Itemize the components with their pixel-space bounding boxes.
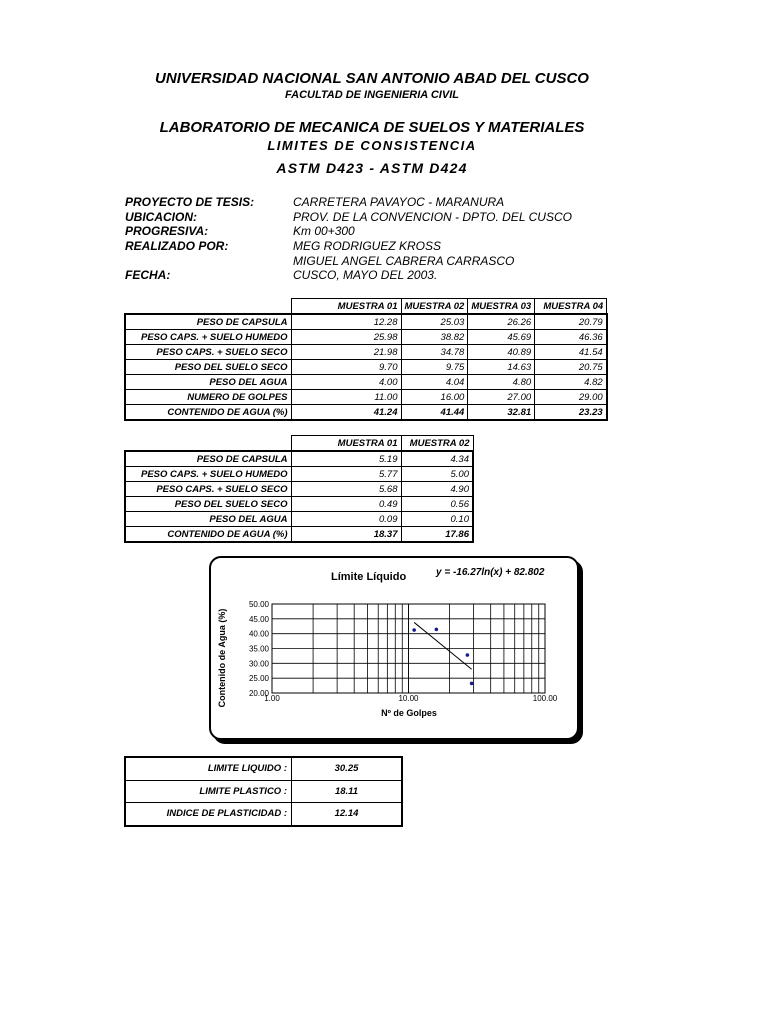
result-row <box>125 757 402 780</box>
data-point <box>412 628 416 632</box>
row-label: PESO DEL AGUA <box>125 512 291 527</box>
chart-points <box>412 628 473 686</box>
table-cell: 4.04 <box>401 375 468 390</box>
table-cell: 16.00 <box>401 390 468 405</box>
university-title: UNIVERSIDAD NACIONAL SAN ANTONIO ABAD DEL CUSCO <box>155 70 589 87</box>
x-tick-label: 10.00 <box>398 694 419 703</box>
y-tick-label: 20.00 <box>248 689 269 698</box>
table-row <box>125 451 473 467</box>
y-tick-label: 25.00 <box>248 674 269 684</box>
results-table <box>124 756 403 827</box>
table-cell: 4.80 <box>468 375 535 390</box>
row-label: CONTENIDO DE AGUA (%) <box>125 527 291 543</box>
row-label: PESO DE CAPSULA <box>125 314 291 330</box>
column-header: MUESTRA 03 <box>468 299 535 315</box>
table-cell: 25.03 <box>401 314 468 330</box>
chart-svg <box>211 558 577 738</box>
lab-title: LABORATORIO DE MECANICA DE SUELOS Y MATERIALES <box>159 119 585 136</box>
result-label: INDICE DE PLASTICIDAD : <box>125 803 292 826</box>
info-label: PROGRESIVA: <box>125 224 209 239</box>
table-cell: 45.69 <box>468 330 535 345</box>
result-row <box>125 803 402 826</box>
table-cell: 26.26 <box>468 314 535 330</box>
table-cell: 41.24 <box>291 405 401 421</box>
test-title: LIMITES DE CONSISTENCIA <box>267 138 477 153</box>
info-value: PROV. DE LA CONVENCION - DPTO. DEL CUSCO <box>293 209 572 224</box>
table-header-row <box>125 299 607 315</box>
table-row <box>125 467 473 482</box>
table-cell: 0.10 <box>401 512 473 527</box>
faculty-title: FACULTAD DE INGENIERIA CIVIL <box>285 89 459 101</box>
y-tick-label: 30.00 <box>248 659 269 669</box>
x-tick-label: 1.00 <box>264 694 280 703</box>
data-point <box>470 682 474 686</box>
table-row <box>125 330 607 345</box>
table-cell: 32.81 <box>468 405 535 421</box>
table-cell: 0.49 <box>291 497 401 512</box>
info-label: REALIZADO POR: <box>125 239 229 254</box>
table-row <box>125 497 473 512</box>
trendline-equation: y = -16.27ln(x) + 82.802 <box>436 567 545 578</box>
chart-tick-labels <box>249 600 558 703</box>
table-cell: 18.37 <box>291 527 401 543</box>
table-cell: 38.82 <box>401 330 468 345</box>
table-row <box>125 512 473 527</box>
table-cell: 21.98 <box>291 345 401 360</box>
plastic-limit-table <box>124 435 474 543</box>
table-cell: 17.86 <box>401 527 473 543</box>
info-label: FECHA: <box>125 268 171 283</box>
chart-title: Límite Líquido <box>331 571 407 583</box>
column-header: MUESTRA 04 <box>535 299 607 315</box>
table-cell: 5.19 <box>291 451 401 467</box>
row-label: PESO DEL AGUA <box>125 375 291 390</box>
table-row <box>125 360 607 375</box>
column-header: MUESTRA 01 <box>291 436 401 452</box>
table-cell: 4.00 <box>291 375 401 390</box>
table-cell: 41.44 <box>401 405 468 421</box>
info-value: CARRETERA PAVAYOC - MARANURA <box>293 195 505 209</box>
column-header: MUESTRA 01 <box>291 299 401 315</box>
row-label: PESO CAPS. + SUELO HUMEDO <box>125 467 291 482</box>
table-cell: 20.79 <box>535 314 607 330</box>
table-cell: 0.09 <box>291 512 401 527</box>
row-label: PESO CAPS. + SUELO HUMEDO <box>125 330 291 345</box>
table-cell: 20.75 <box>535 360 607 375</box>
table-cell: 40.89 <box>468 345 535 360</box>
result-value: 18.11 <box>292 780 403 803</box>
result-value: 12.14 <box>292 803 403 826</box>
row-label: PESO DEL SUELO SECO <box>125 497 291 512</box>
result-label: LIMITE LIQUIDO : <box>125 757 292 780</box>
row-label: PESO DE CAPSULA <box>125 451 291 467</box>
info-value: Km 00+300 <box>293 224 355 239</box>
trendline <box>414 622 471 669</box>
column-header: MUESTRA 02 <box>401 299 468 315</box>
table-cell: 5.77 <box>291 467 401 482</box>
table-cell: 46.36 <box>535 330 607 345</box>
y-tick-label: 50.00 <box>248 600 269 609</box>
table-cell: 25.98 <box>291 330 401 345</box>
table-cell: 14.63 <box>468 360 535 375</box>
info-label: PROYECTO DE TESIS: <box>125 195 255 209</box>
table-cell: 34.78 <box>401 345 468 360</box>
table-row <box>125 482 473 497</box>
y-tick-label: 45.00 <box>248 614 269 624</box>
chart-grid <box>272 604 545 693</box>
row-label: PESO DEL SUELO SECO <box>125 360 291 375</box>
table-cell: 4.82 <box>535 375 607 390</box>
table-header-row <box>125 436 473 452</box>
table-cell: 9.70 <box>291 360 401 375</box>
x-tick-label: 100.00 <box>532 694 558 703</box>
result-row <box>125 780 402 803</box>
y-tick-label: 35.00 <box>248 644 269 654</box>
data-point <box>466 653 470 657</box>
result-label: LIMITE PLASTICO : <box>125 780 292 803</box>
table-cell: 23.23 <box>535 405 607 421</box>
table-cell: 29.00 <box>535 390 607 405</box>
table-row <box>125 527 473 543</box>
liquid-limit-table <box>124 298 608 421</box>
chart-trendline <box>414 622 471 669</box>
info-value: MEG RODRIGUEZ KROSS <box>293 239 442 254</box>
table-cell: 4.90 <box>401 482 473 497</box>
liquid-limit-chart <box>209 556 579 740</box>
table-row <box>125 390 607 405</box>
row-label: PESO CAPS. + SUELO SECO <box>125 345 291 360</box>
table-row <box>125 405 607 421</box>
table-row <box>125 314 607 330</box>
result-value: 30.25 <box>292 757 403 780</box>
info-label: UBICACION: <box>125 209 197 224</box>
table-row <box>125 375 607 390</box>
table-row <box>125 345 607 360</box>
standard-title: ASTM D423 - ASTM D424 <box>276 160 468 176</box>
y-axis-label: Contenido de Agua (%) <box>217 608 227 708</box>
table-cell: 0.56 <box>401 497 473 512</box>
data-point <box>435 628 439 632</box>
table-cell: 27.00 <box>468 390 535 405</box>
row-label: CONTENIDO DE AGUA (%) <box>125 405 291 421</box>
table-cell: 5.68 <box>291 482 401 497</box>
info-value: CUSCO, MAYO DEL 2003. <box>293 268 438 283</box>
row-label: PESO CAPS. + SUELO SECO <box>125 482 291 497</box>
row-label: NUMERO DE GOLPES <box>125 390 291 405</box>
x-axis-label: Nº de Golpes <box>381 708 437 718</box>
table-cell: 9.75 <box>401 360 468 375</box>
y-tick-label: 40.00 <box>248 629 269 639</box>
table-cell: 4.34 <box>401 451 473 467</box>
table-cell: 41.54 <box>535 345 607 360</box>
column-header: MUESTRA 02 <box>401 436 473 452</box>
table-cell: 12.28 <box>291 314 401 330</box>
info-value: MIGUEL ANGEL CABRERA CARRASCO <box>293 253 515 268</box>
table-cell: 11.00 <box>291 390 401 405</box>
table-cell: 5.00 <box>401 467 473 482</box>
